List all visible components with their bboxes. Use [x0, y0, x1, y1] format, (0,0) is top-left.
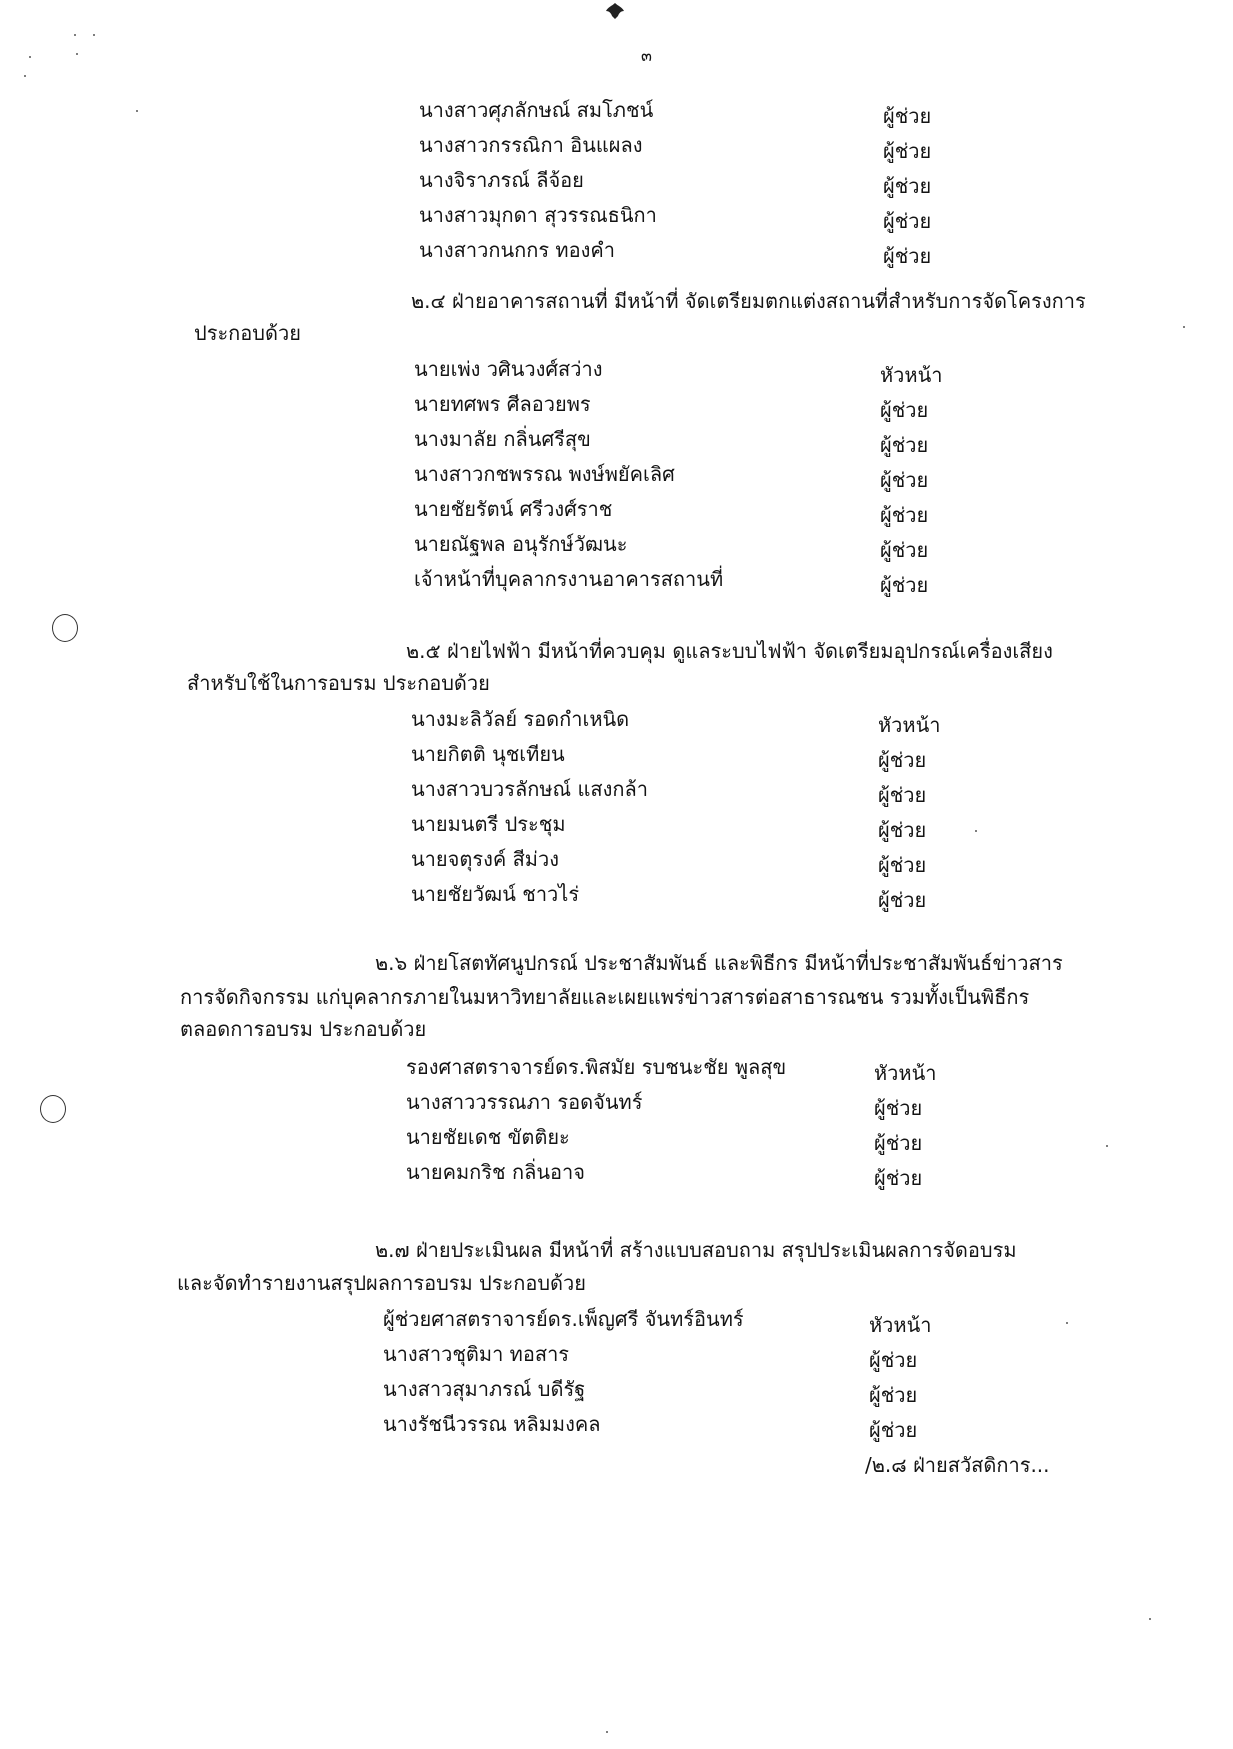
member-role: ผู้ช่วย [883, 104, 932, 128]
member-name: นางสาวสุมาภรณ์ บดีรัฐ [383, 1377, 586, 1401]
member-role: ผู้ช่วย [880, 468, 929, 492]
member-role: ผู้ช่วย [869, 1418, 918, 1442]
member-role: ผู้ช่วย [869, 1348, 918, 1372]
section-heading-2-4: ๒.๔ ฝ่ายอาคารสถานที่ มีหน้าที่ จัดเตรียมตกแต่งสถานที่สำหรับการจัดโครงการ [411, 289, 1086, 313]
member-name: นายเพ่ง วศินวงศ์สว่าง [414, 357, 603, 381]
scan-speck [975, 830, 977, 832]
member-role: ผู้ช่วย [883, 139, 932, 163]
punch-hole [52, 614, 78, 642]
member-name: นางสาวกชพรรณ พงษ์พยัคเลิศ [414, 462, 675, 486]
scan-speck [1183, 326, 1185, 328]
scan-speck [1066, 1322, 1068, 1324]
section-body-2-6: การจัดกิจกรรม แก่บุคลากรภายในมหาวิทยาลัยและเผยแพร่ข่าวสารต่อสาธารณชน รวมทั้งเป็นพิธีกร [180, 985, 1030, 1009]
member-name: นายชัยรัตน์ ศรีวงศ์ราช [414, 497, 613, 521]
member-role: ผู้ช่วย [878, 748, 927, 772]
member-role: หัวหน้า [880, 363, 943, 387]
member-role: หัวหน้า [878, 713, 941, 737]
member-name: นางสาวศุภลักษณ์ สมโภชน์ [419, 98, 654, 122]
member-role: ผู้ช่วย [880, 398, 929, 422]
member-name: นางมะลิวัลย์ รอดกำเหนิด [411, 707, 630, 731]
member-name: นางสาวกรรณิกา อินแผลง [419, 133, 643, 157]
member-name: นางรัชนีวรรณ หลิมมงคล [383, 1412, 601, 1436]
member-role: หัวหน้า [869, 1313, 932, 1337]
member-name: นางสาววรรณภา รอดจันทร์ [406, 1090, 643, 1114]
member-name: ผู้ช่วยศาสตราจารย์ดร.เพ็ญศรี จันทร์อินทร์ [383, 1307, 744, 1331]
scan-speck [24, 75, 26, 77]
member-role: หัวหน้า [874, 1061, 937, 1085]
member-name: นายชัยวัฒน์ ชาวไร่ [411, 882, 580, 906]
member-name: นางสาวบวรลักษณ์ แสงกล้า [411, 777, 648, 801]
section-body-2-4: ประกอบด้วย [194, 321, 301, 345]
member-name: นายณัฐพล อนุรักษ์วัฒนะ [414, 532, 628, 556]
scan-speck [606, 1731, 608, 1733]
section-heading-2-5: ๒.๕ ฝ่ายไฟฟ้า มีหน้าที่ควบคุม ดูแลระบบไฟฟ้า จัดเตรียมอุปกรณ์เครื่องเสียง [406, 639, 1053, 663]
member-name: รองศาสตราจารย์ดร.พิสมัย รบชนะชัย พูลสุข [406, 1055, 787, 1079]
member-name: นายคมกริช กลิ่นอาจ [406, 1160, 585, 1184]
member-name: นายกิตติ นุชเทียน [411, 742, 565, 766]
member-role: ผู้ช่วย [878, 783, 927, 807]
punch-hole [40, 1095, 66, 1123]
scan-speck [93, 34, 95, 36]
section-heading-2-6: ๒.๖ ฝ่ายโสตทัศนูปกรณ์ ประชาสัมพันธ์ และพิธีกร มีหน้าที่ประชาสัมพันธ์ข่าวสาร [375, 951, 1063, 975]
member-name: เจ้าหน้าที่บุคลากรงานอาคารสถานที่ [414, 567, 724, 591]
scan-speck [1149, 1618, 1151, 1620]
member-role: ผู้ช่วย [869, 1383, 918, 1407]
continuation-note: /๒.๘ ฝ่ายสวัสดิการ... [865, 1453, 1050, 1477]
member-name: นางสาวกนกกร ทองคำ [419, 238, 616, 262]
section-body-2-7: และจัดทำรายงานสรุปผลการอบรม ประกอบด้วย [177, 1271, 586, 1295]
scan-speck [136, 110, 138, 112]
member-role: ผู้ช่วย [874, 1131, 923, 1155]
member-role: ผู้ช่วย [874, 1166, 923, 1190]
member-role: ผู้ช่วย [880, 538, 929, 562]
member-name: นายมนตรี ประชุม [411, 812, 566, 836]
member-role: ผู้ช่วย [880, 433, 929, 457]
member-role: ผู้ช่วย [878, 853, 927, 877]
scan-speck [74, 34, 76, 36]
page-number: ๓ [641, 46, 652, 65]
emblem-icon [604, 2, 626, 20]
member-name: นางจิราภรณ์ ลีจ้อย [419, 168, 584, 192]
member-role: ผู้ช่วย [878, 888, 927, 912]
member-role: ผู้ช่วย [874, 1096, 923, 1120]
member-role: ผู้ช่วย [883, 209, 932, 233]
member-name: นายชัยเดช ขัตติยะ [406, 1125, 570, 1149]
member-name: นายทศพร ศีลอวยพร [414, 392, 591, 416]
section-body-2-6: ตลอดการอบรม ประกอบด้วย [180, 1017, 427, 1041]
member-role: ผู้ช่วย [880, 503, 929, 527]
member-name: นางสาวชุติมา ทอสาร [383, 1342, 570, 1366]
member-role: ผู้ช่วย [883, 174, 932, 198]
member-role: ผู้ช่วย [880, 573, 929, 597]
scan-speck [76, 53, 78, 55]
member-name: นายจตุรงค์ สีม่วง [411, 847, 559, 871]
section-heading-2-7: ๒.๗ ฝ่ายประเมินผล มีหน้าที่ สร้างแบบสอบถาม สรุปประเมินผลการจัดอบรม [375, 1238, 1017, 1262]
section-body-2-5: สำหรับใช้ในการอบรม ประกอบด้วย [187, 671, 490, 695]
member-role: ผู้ช่วย [883, 244, 932, 268]
scan-speck [1106, 1145, 1108, 1147]
member-name: นางมาลัย กลิ่นศรีสุข [414, 427, 591, 451]
member-name: นางสาวมุกดา สุวรรณธนิกา [419, 203, 657, 227]
member-role: ผู้ช่วย [878, 818, 927, 842]
scan-speck [29, 56, 31, 58]
